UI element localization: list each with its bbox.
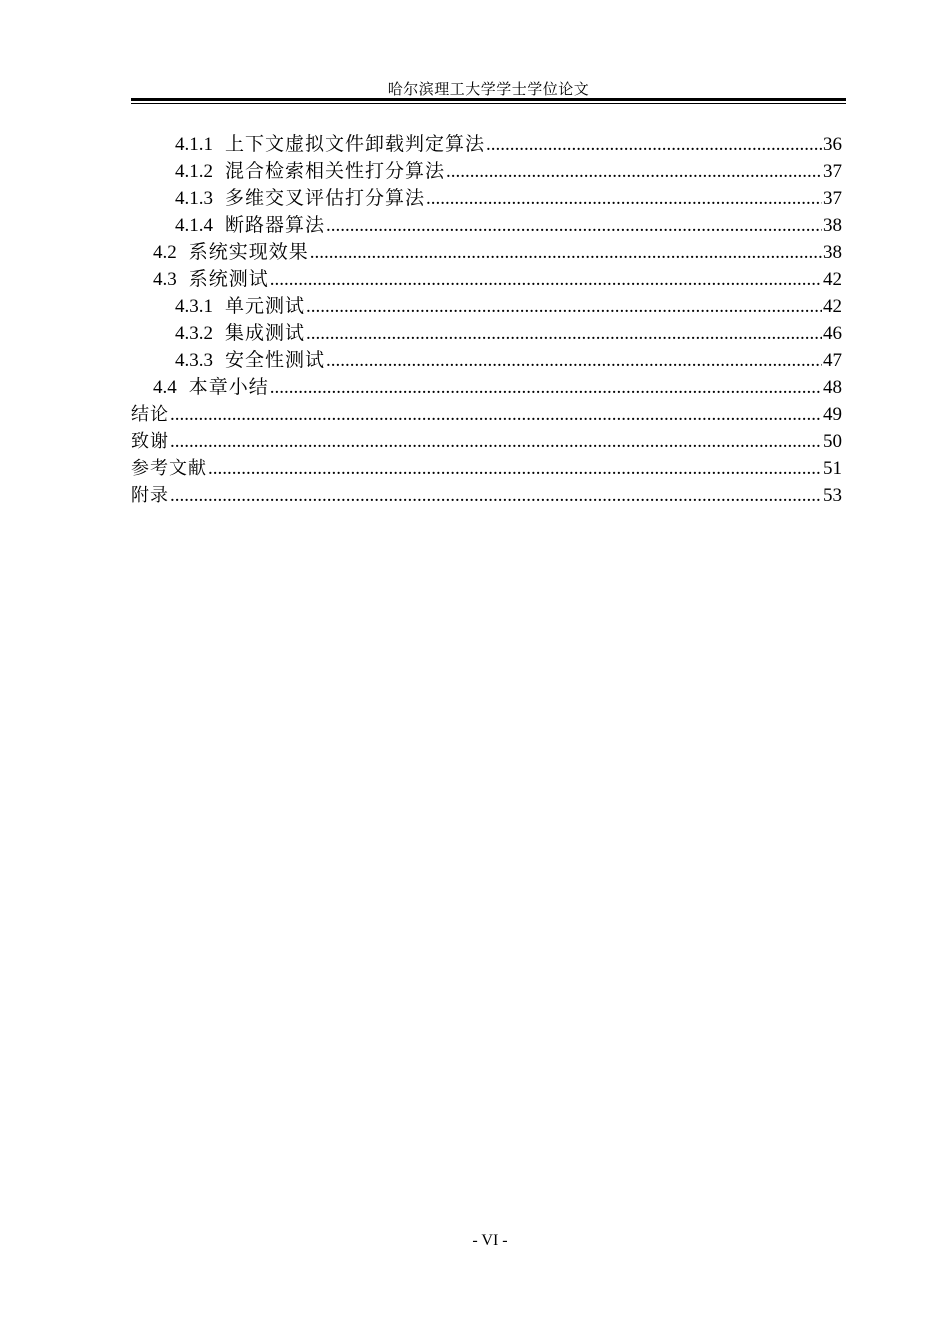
toc-dot-leader xyxy=(486,131,822,158)
toc-entry-title: 附录 xyxy=(131,485,169,506)
toc-entry-page: 37 xyxy=(823,188,842,209)
toc-entry-title: 集成测试 xyxy=(225,323,306,344)
toc-dot-leader xyxy=(306,293,822,320)
toc-entry[interactable] xyxy=(131,374,842,401)
toc-entry-title: 系统实现效果 xyxy=(188,242,309,263)
toc-entry-number: 4.3.3 xyxy=(175,350,213,371)
toc-entry[interactable] xyxy=(131,185,842,212)
toc-entry-number: 4.3 xyxy=(153,269,177,290)
table-of-contents xyxy=(131,131,842,509)
toc-entry-number: 4.3.1 xyxy=(175,296,213,317)
toc-entry-page: 38 xyxy=(823,215,842,236)
toc-dot-leader xyxy=(426,185,822,212)
toc-entry-title: 安全性测试 xyxy=(225,350,326,371)
toc-entry-number: 4.1.1 xyxy=(175,134,213,155)
toc-entry-title: 致谢 xyxy=(131,431,169,452)
toc-entry-title: 结论 xyxy=(131,404,169,425)
toc-entry-title: 系统测试 xyxy=(188,269,269,290)
toc-entry[interactable] xyxy=(131,266,842,293)
toc-entry-title: 上下文虚拟文件卸载判定算法 xyxy=(225,134,486,155)
toc-entry-number: 4.1.3 xyxy=(175,188,213,209)
toc-entry[interactable] xyxy=(131,239,842,266)
toc-entry-number: 4.4 xyxy=(153,377,177,398)
toc-entry[interactable] xyxy=(131,482,842,509)
toc-entry-number: 4.2 xyxy=(153,242,177,263)
toc-entry[interactable] xyxy=(131,131,842,158)
toc-entry-page: 49 xyxy=(823,404,842,425)
toc-entry[interactable] xyxy=(131,401,842,428)
toc-entry-page: 36 xyxy=(823,134,842,155)
toc-entry-number: 4.1.4 xyxy=(175,215,213,236)
toc-entry[interactable] xyxy=(131,293,842,320)
toc-entry[interactable] xyxy=(131,158,842,185)
toc-entry-title: 本章小结 xyxy=(188,377,269,398)
toc-entry-page: 38 xyxy=(823,242,842,263)
toc-entry-page: 53 xyxy=(823,485,842,506)
header-rule-thin xyxy=(131,103,846,104)
toc-dot-leader xyxy=(170,482,822,509)
toc-entry-title: 单元测试 xyxy=(225,296,306,317)
toc-entry[interactable] xyxy=(131,320,842,347)
toc-dot-leader xyxy=(446,158,822,185)
toc-entry-title: 断路器算法 xyxy=(225,215,326,236)
toc-entry-page: 46 xyxy=(823,323,842,344)
toc-entry-title: 多维交叉评估打分算法 xyxy=(225,188,426,209)
toc-entry-title: 混合检索相关性打分算法 xyxy=(225,161,446,182)
toc-entry[interactable] xyxy=(131,347,842,374)
toc-entry-page: 50 xyxy=(823,431,842,452)
page-number: - VI - xyxy=(472,1232,508,1249)
toc-entry-number: 4.1.2 xyxy=(175,161,213,182)
toc-dot-leader xyxy=(270,374,822,401)
toc-dot-leader xyxy=(170,428,822,455)
toc-entry-page: 51 xyxy=(823,458,842,479)
toc-dot-leader xyxy=(306,320,822,347)
header-title: 哈尔滨理工大学学士学位论文 xyxy=(387,82,590,98)
toc-entry-number: 4.3.2 xyxy=(175,323,213,344)
toc-entry[interactable] xyxy=(131,455,842,482)
toc-entry-page: 47 xyxy=(823,350,842,371)
toc-entry[interactable] xyxy=(131,212,842,239)
toc-entry-page: 48 xyxy=(823,377,842,398)
toc-dot-leader xyxy=(270,266,822,293)
toc-entry-page: 42 xyxy=(823,296,842,317)
toc-dot-leader xyxy=(326,212,822,239)
toc-dot-leader xyxy=(310,239,822,266)
header-rule-thick xyxy=(131,98,846,101)
toc-entry-page: 42 xyxy=(823,269,842,290)
toc-dot-leader xyxy=(208,455,822,482)
toc-dot-leader xyxy=(326,347,822,374)
toc-entry-title: 参考文献 xyxy=(131,458,207,479)
toc-entry-page: 37 xyxy=(823,161,842,182)
toc-entry[interactable] xyxy=(131,428,842,455)
toc-dot-leader xyxy=(170,401,822,428)
